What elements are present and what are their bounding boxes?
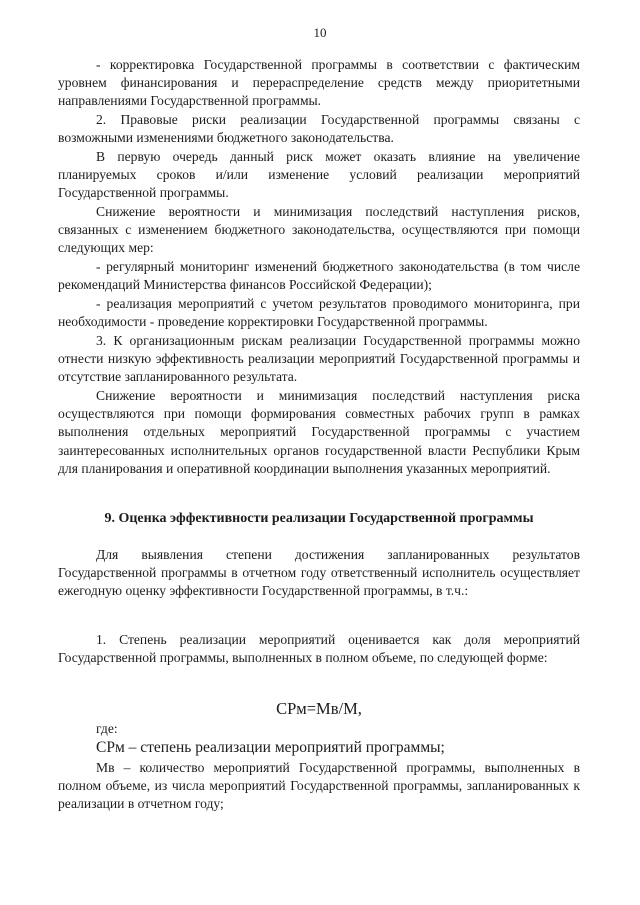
paragraph-risk-reduction-legal: Снижение вероятности и минимизация последствий наступления рисков, связанных с изменением бюджетного законодательства, осуществляются при помощи следующих мер: [58,204,580,256]
paragraph-monitoring: - регулярный мониторинг изменений бюджетного законодательства (в том числе рекомендаций Министерства финансов Российской Федерации); [58,259,580,293]
paragraph-organizational-risks: 3. К организационным рискам реализации Государственной программы можно отнести низкую эффективность реализации мероприятий Государственной программы и отсутствие запланированного результата. [58,333,580,385]
definition-mv: Мв – количество мероприятий Государственной программы, выполненных в полном объеме, из числа мероприятий Государственной программы, запланированных к реализации в отчетном году; [58,760,580,812]
paragraph-risk-influence: В первую очередь данный риск может оказать влияние на увеличение планируемых сроков и/или изменение условий реализации мероприятий Государственной программы. [58,149,580,201]
paragraph-legal-risks: 2. Правовые риски реализации Государственной программы связаны с возможными изменениями бюджетного законодательства. [58,112,580,146]
paragraph-implementation: - реализация мероприятий с учетом результатов проводимого мониторинга, при необходимости - проведение корректировки Государственной программы. [58,296,580,330]
paragraph-evaluation-intro: Для выявления степени достижения запланированных результатов Государственной программы в отчетном году ответственный исполнитель осуществляет ежегодную оценку эффективности Государственной программы, в т.ч.: [58,547,580,599]
where-label: где: [96,721,118,736]
definition-srm: СРм – степень реализации мероприятий программы; [96,739,445,756]
section-heading: 9. Оценка эффективности реализации Государственной программы [104,511,534,526]
formula: СРм=Мв/М, [276,699,362,718]
paragraph-budget-correction: - корректировка Государственной программы в соответствии с фактическим уровнем финансирования и перераспределение средств между приоритетными направлениями Государственной программы. [58,57,580,109]
paragraph-implementation-degree: 1. Степень реализации мероприятий оценивается как доля мероприятий Государственной программы, выполненных в полном объеме, по следующей форме: [58,632,580,666]
paragraph-working-groups: Снижение вероятности и минимизация последствий наступления риска осуществляются при помощи формирования совместных рабочих групп в рамках выполнения отдельных мероприятий Государственной программы с участием заинтересованных исполнительных органов государственной власти Республики Крым для планирования и оперативной координации выполнения указанных мероприятий. [58,388,580,476]
page-number: 10 [313,25,327,40]
